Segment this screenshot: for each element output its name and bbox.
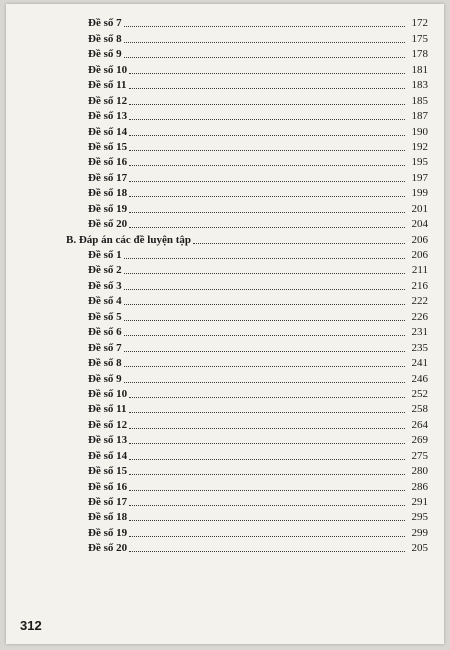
dot-leader [129, 104, 405, 105]
toc-entry-page: 181 [411, 63, 428, 76]
toc-entry-page: 175 [411, 32, 428, 45]
toc-section-label: B. Đáp án các đề luyện tập [66, 233, 191, 246]
toc-entry-page: 252 [411, 387, 428, 400]
toc-entry-page: 172 [411, 17, 428, 30]
toc-entry-label: Đề số 6 [88, 326, 122, 339]
toc-entry [66, 415, 428, 430]
toc-entry-label: Đề số 19 [88, 202, 128, 215]
toc-entry [66, 276, 428, 291]
toc-entry-label: Đề số 13 [88, 434, 128, 447]
dot-leader [124, 382, 405, 383]
dot-leader [129, 428, 405, 429]
toc-entry-label: Đề số 16 [88, 480, 128, 493]
dot-leader [124, 335, 405, 336]
toc-entry-page: 246 [411, 372, 428, 385]
toc-entry-label: Đề số 2 [88, 264, 122, 277]
toc-entry-page: 295 [411, 511, 428, 524]
page-number: 312 [20, 618, 42, 633]
toc-entry [66, 60, 428, 75]
toc-entry-label: Đề số 3 [88, 279, 122, 292]
toc-entry-page: 183 [411, 79, 428, 92]
book-page [6, 4, 444, 644]
table-of-contents [66, 14, 428, 554]
dot-leader [129, 119, 405, 120]
toc-entry [66, 307, 428, 322]
toc-entry-label: Đề số 17 [88, 171, 128, 184]
toc-entry [66, 45, 428, 60]
toc-entry-label: Đề số 7 [88, 341, 122, 354]
toc-entry-page: 187 [411, 110, 428, 123]
toc-entry-label: Đề số 14 [88, 125, 128, 138]
toc-entry [66, 29, 428, 44]
toc-entry-label: Đề số 11 [88, 403, 127, 416]
toc-entry [66, 292, 428, 307]
toc-entry [66, 14, 428, 29]
toc-entry [66, 246, 428, 261]
toc-entry [66, 385, 428, 400]
toc-entry [66, 138, 428, 153]
toc-entry-page: 258 [411, 403, 428, 416]
toc-entry-label: Đề số 9 [88, 372, 122, 385]
dot-leader [129, 443, 405, 444]
toc-section-b [66, 230, 428, 245]
toc-entry [66, 122, 428, 137]
toc-entry-page: 231 [411, 326, 428, 339]
toc-entry-page: 205 [411, 542, 428, 555]
toc-entry-label: Đề số 12 [88, 418, 128, 431]
toc-entry-label: Đề số 16 [88, 156, 128, 169]
toc-entry-page: 222 [411, 295, 428, 308]
toc-entry-page: 291 [411, 496, 428, 508]
toc-entry-page: 178 [411, 48, 428, 61]
toc-entry-page: 195 [411, 156, 428, 169]
toc-entry-page: 201 [411, 202, 428, 215]
dot-leader [124, 366, 405, 367]
toc-entry-page: 226 [411, 310, 428, 323]
toc-entry-label: Đề số 14 [88, 449, 128, 462]
toc-entry-page: 280 [411, 465, 428, 478]
toc-entry-label: Đề số 11 [88, 79, 127, 92]
toc-entry [66, 431, 428, 446]
toc-entry-label: Đề số 15 [88, 465, 128, 478]
toc-entry-page: 264 [411, 418, 428, 431]
dot-leader [129, 397, 405, 398]
dot-leader [129, 505, 405, 506]
toc-entry-page: 211 [411, 264, 428, 277]
toc-entry [66, 76, 428, 91]
dot-leader [124, 351, 405, 352]
toc-entry-label: Đề số 15 [88, 140, 128, 153]
toc-entry-label: Đề số 20 [88, 218, 128, 231]
toc-part-b-list [66, 246, 428, 555]
toc-entry-page: 197 [411, 171, 428, 184]
toc-entry [66, 539, 428, 554]
dot-leader [129, 196, 405, 197]
toc-entry [66, 462, 428, 477]
toc-entry [66, 354, 428, 369]
toc-entry-label: Đề số 17 [88, 496, 128, 508]
toc-entry-page: 235 [411, 341, 428, 354]
toc-entry-page: 241 [411, 357, 428, 370]
dot-leader [124, 320, 405, 321]
toc-section-page: 206 [411, 233, 428, 246]
dot-leader [129, 490, 405, 491]
toc-entry [66, 477, 428, 492]
toc-entry-page: 185 [411, 94, 428, 107]
toc-entry-label: Đề số 8 [88, 32, 122, 45]
dot-leader [124, 289, 405, 290]
dot-leader [129, 212, 405, 213]
toc-entry [66, 400, 428, 415]
toc-entry [66, 523, 428, 538]
toc-entry [66, 369, 428, 384]
toc-entry-label: Đề số 5 [88, 310, 122, 323]
dot-leader [129, 459, 405, 460]
toc-entry-label: Đề số 19 [88, 526, 128, 539]
toc-entry [66, 107, 428, 122]
toc-entry [66, 91, 428, 106]
dot-leader [129, 135, 405, 136]
dot-leader [129, 520, 405, 521]
dot-leader [124, 26, 405, 27]
toc-entry-page: 190 [411, 125, 428, 138]
toc-entry [66, 493, 428, 508]
toc-entry-page: 206 [411, 249, 428, 261]
toc-entry-page: 204 [411, 218, 428, 231]
toc-entry-label: Đề số 9 [88, 48, 122, 61]
toc-entry-label: Đề số 10 [88, 63, 128, 76]
toc-entry [66, 323, 428, 338]
toc-entry-label: Đề số 18 [88, 187, 128, 200]
toc-entry [66, 168, 428, 183]
dot-leader [193, 243, 405, 244]
toc-entry [66, 215, 428, 230]
toc-entry [66, 446, 428, 461]
toc-entry [66, 199, 428, 214]
toc-entry-label: Đề số 1 [88, 249, 122, 261]
toc-entry-page: 275 [411, 449, 428, 462]
dot-leader [129, 474, 405, 475]
toc-entry [66, 153, 428, 168]
toc-entry-page: 269 [411, 434, 428, 447]
toc-entry-page: 199 [411, 187, 428, 200]
dot-leader [129, 181, 405, 182]
toc-entry [66, 508, 428, 523]
toc-entry-label: Đề số 4 [88, 295, 122, 308]
dot-leader [129, 165, 405, 166]
toc-entry-page: 216 [411, 279, 428, 292]
toc-entry [66, 261, 428, 276]
toc-entry-label: Đề số 20 [88, 542, 128, 555]
toc-entry-label: Đề số 7 [88, 17, 122, 30]
toc-entry-page: 286 [411, 480, 428, 493]
dot-leader [129, 536, 405, 537]
dot-leader [129, 227, 405, 228]
toc-entry-label: Đề số 18 [88, 511, 128, 524]
dot-leader [129, 551, 405, 552]
dot-leader [124, 258, 405, 259]
toc-entry-page: 299 [411, 526, 428, 539]
toc-entry [66, 184, 428, 199]
toc-entry-page: 192 [411, 140, 428, 153]
dot-leader [129, 73, 405, 74]
dot-leader [129, 412, 406, 413]
toc-part-a-list [66, 14, 428, 230]
dot-leader [124, 304, 405, 305]
dot-leader [129, 88, 406, 89]
dot-leader [124, 57, 405, 58]
toc-entry [66, 338, 428, 353]
dot-leader [124, 273, 405, 274]
dot-leader [129, 150, 405, 151]
toc-entry-label: Đề số 12 [88, 94, 128, 107]
toc-entry-label: Đề số 8 [88, 357, 122, 370]
toc-entry-label: Đề số 13 [88, 110, 128, 123]
toc-entry-label: Đề số 10 [88, 387, 128, 400]
dot-leader [124, 42, 405, 43]
